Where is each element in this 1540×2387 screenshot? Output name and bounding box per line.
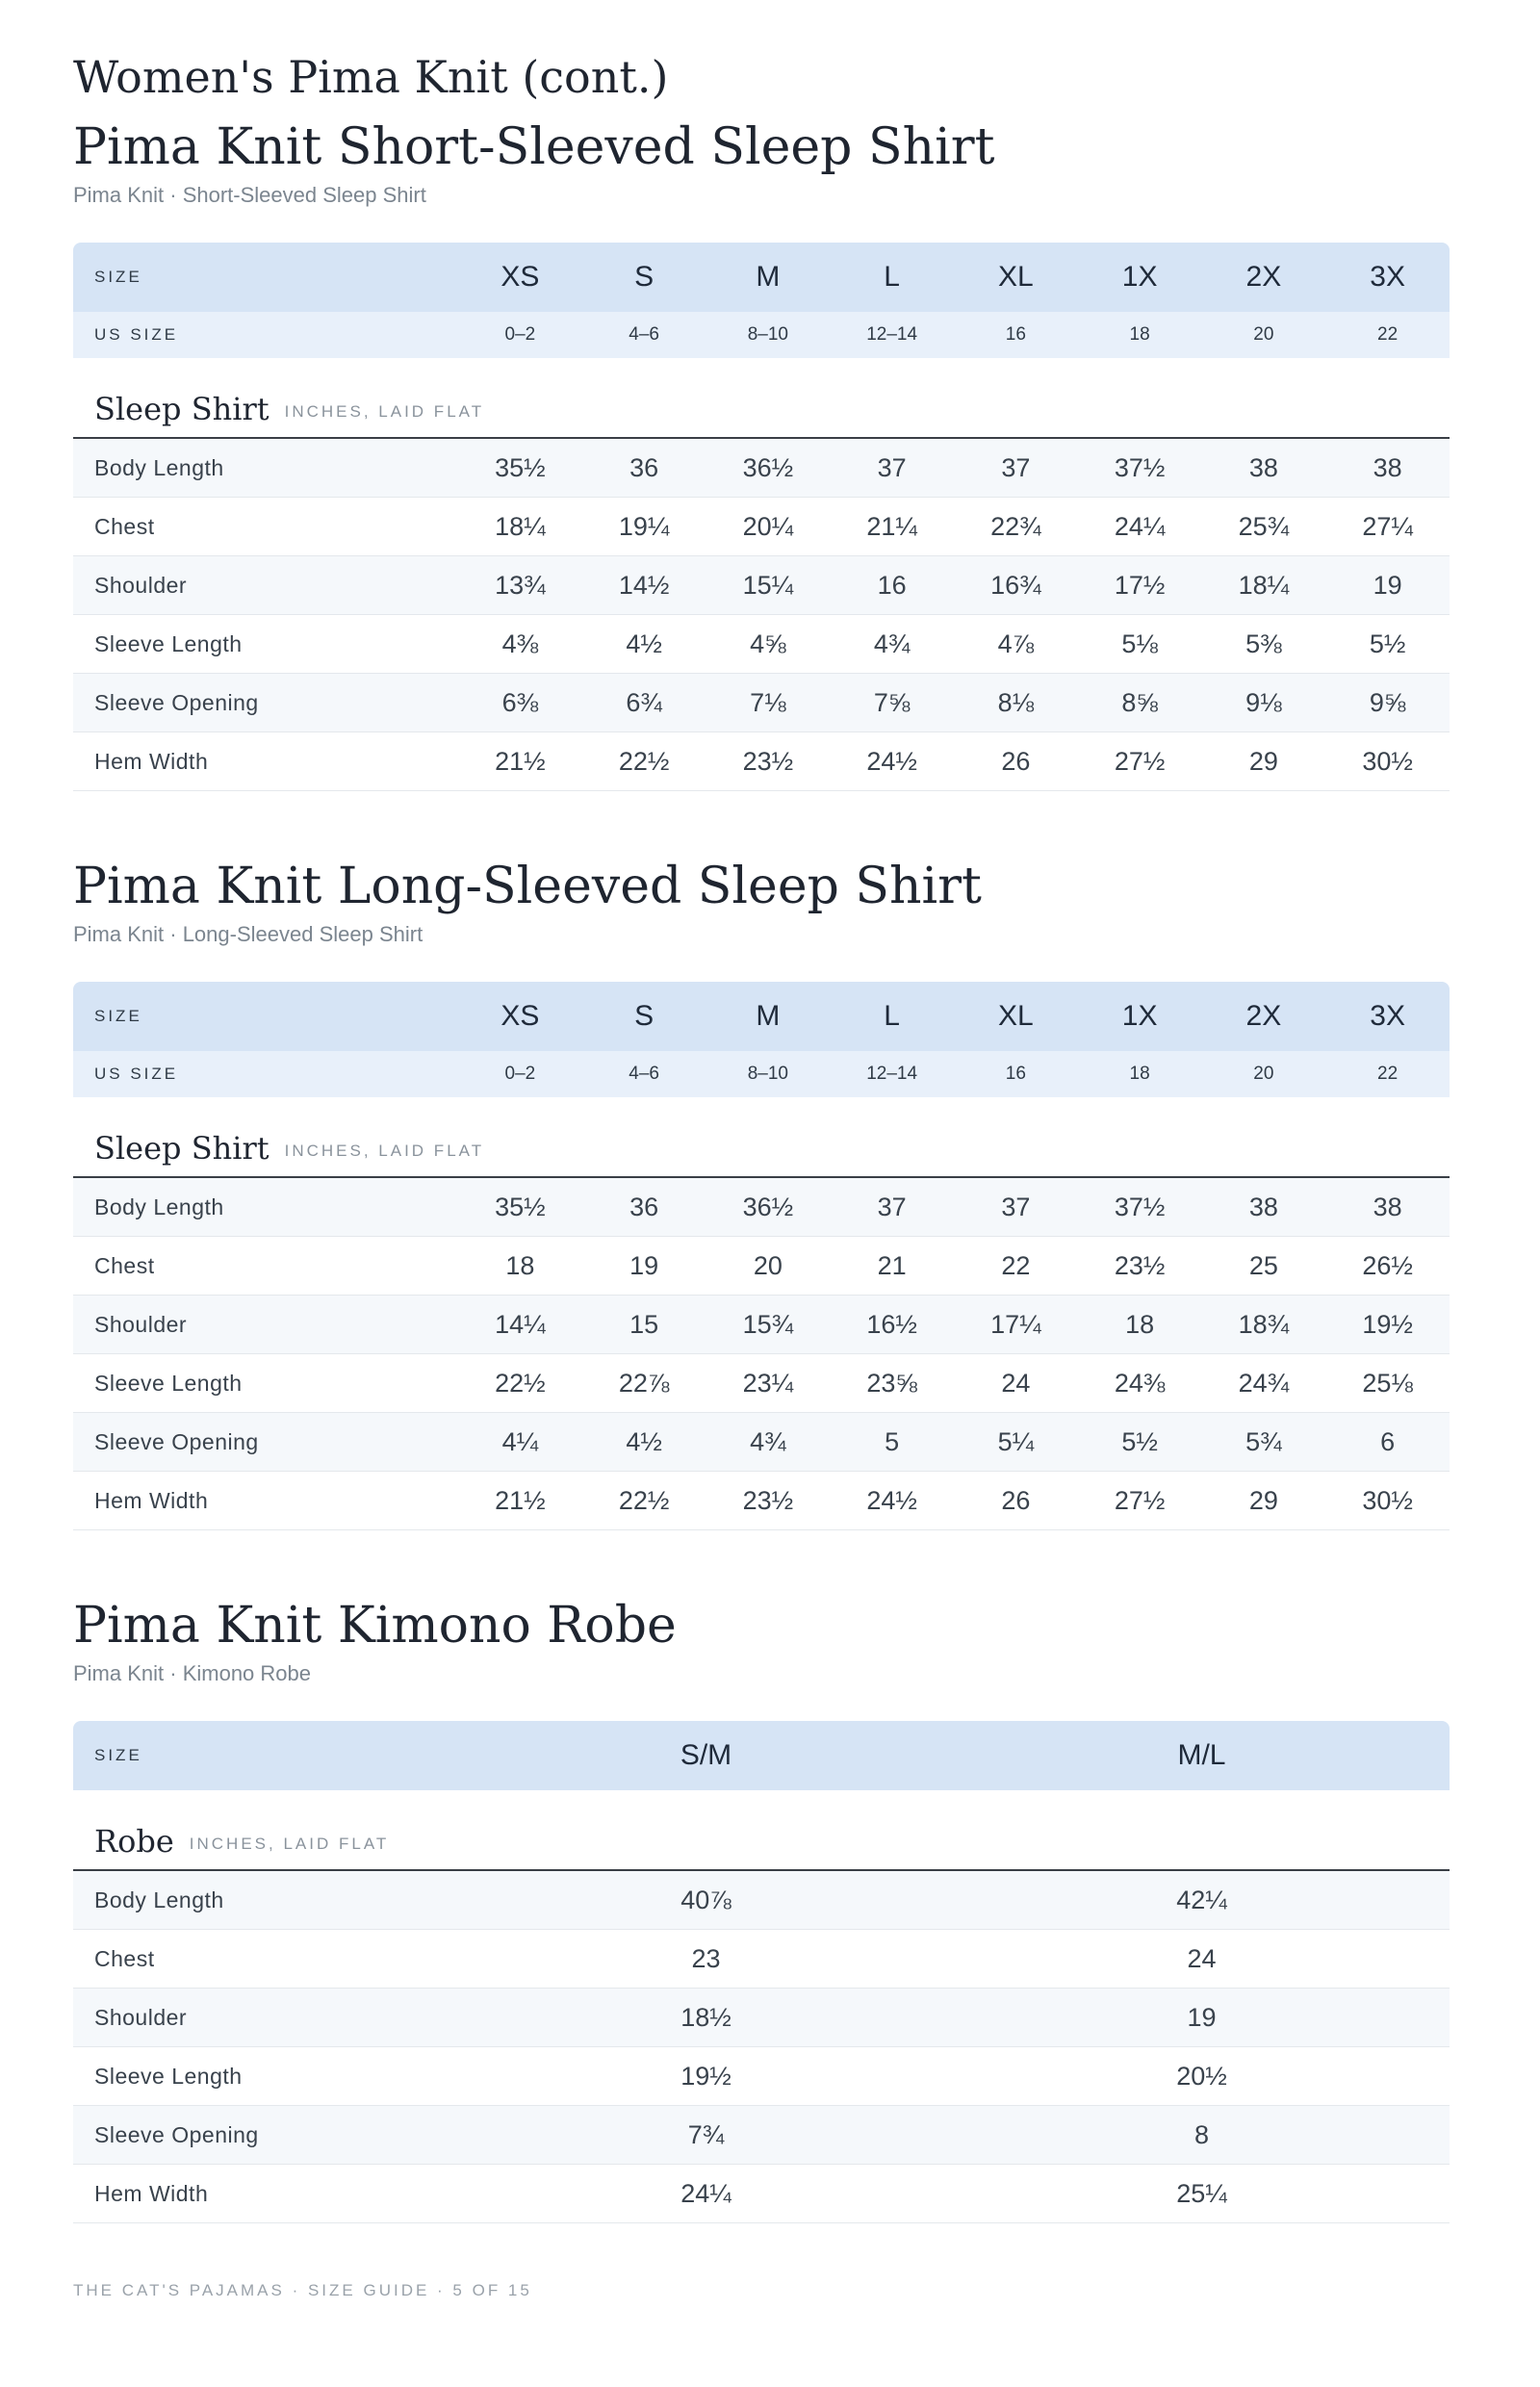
measurement-values — [458, 2062, 1450, 2092]
measurement-rows — [73, 1178, 1450, 1530]
us-size-cell: 4–6 — [629, 1064, 659, 1084]
measurement-value: 7⅛ — [750, 687, 786, 717]
section-subtitle: Pima Knit · Kimono Robe — [73, 1661, 311, 1685]
group-unit: INCHES, LAID FLAT — [284, 402, 485, 421]
section-subtitle: Pima Knit · Short-Sleeved Sleep Shirt — [73, 183, 426, 207]
measurement-values — [458, 2179, 1450, 2209]
size-m-l: M/L — [1177, 1739, 1226, 1771]
section-subtitle: Pima Knit · Long-Sleeved Sleep Shirt — [73, 922, 424, 946]
size-header-row — [73, 243, 1450, 312]
measurement-value: 5½ — [1369, 629, 1406, 658]
measurement-value: 23¼ — [742, 1368, 794, 1398]
measurement-value: 19½ — [1362, 1309, 1413, 1339]
measurement-row — [73, 1472, 1450, 1530]
measurement-values — [458, 1369, 1450, 1399]
measurement-value: 26 — [1001, 1485, 1031, 1515]
measurement-value: 6⅜ — [501, 687, 539, 717]
measurement-value: 42¼ — [1176, 1885, 1227, 1914]
measurement-label: Sleeve Opening — [94, 1428, 259, 1454]
us-size-columns — [458, 324, 1450, 346]
measurement-value: 9⅛ — [1245, 687, 1282, 717]
size-guide-page — [73, 46, 1450, 2223]
size-2x: 2X — [1245, 1000, 1282, 1032]
measurement-value: 5 — [885, 1426, 900, 1456]
size-s-m: S/M — [680, 1739, 732, 1771]
measurement-value: 23 — [691, 1943, 721, 1973]
measurement-group-header — [73, 1097, 1450, 1178]
size-label: SIZE — [94, 268, 142, 286]
size-2x: 2X — [1245, 261, 1282, 293]
measurement-value: 5¾ — [1245, 1426, 1282, 1456]
measurement-value: 24¼ — [680, 2178, 732, 2208]
measurement-row — [73, 2106, 1450, 2165]
measurement-values — [458, 1251, 1450, 1281]
measurement-value: 5⅛ — [1121, 629, 1158, 658]
measurement-value: 21 — [877, 1250, 907, 1280]
measurement-value: 5¼ — [997, 1426, 1035, 1456]
measurement-value: 14¼ — [495, 1309, 546, 1339]
measurement-row — [73, 1354, 1450, 1413]
measurement-row — [73, 556, 1450, 615]
size-m: M — [756, 261, 781, 293]
measurement-values — [458, 1310, 1450, 1340]
measurement-value: 24¼ — [1114, 511, 1166, 541]
measurement-value: 14½ — [618, 570, 670, 600]
measurement-value: 38 — [1373, 1192, 1402, 1221]
measurement-value: 25 — [1248, 1250, 1278, 1280]
measurement-value: 37½ — [1114, 452, 1166, 482]
measurement-label: Shoulder — [94, 1311, 188, 1337]
us-size-cell: 8–10 — [747, 324, 789, 345]
group-name: Sleep Shirt — [94, 1130, 270, 1167]
measurement-values — [458, 1486, 1450, 1516]
size-columns — [458, 1739, 1450, 1772]
size-s: S — [634, 1000, 654, 1032]
us-size-row — [73, 1051, 1450, 1097]
measurement-value: 19 — [629, 1250, 659, 1280]
measurement-value: 22¾ — [990, 511, 1041, 541]
measurement-row — [73, 439, 1450, 498]
measurement-label: Chest — [94, 1945, 155, 1971]
measurement-values — [458, 629, 1450, 659]
measurement-group-header — [73, 358, 1450, 439]
us-size-cell: 4–6 — [629, 324, 659, 345]
measurement-value: 26 — [1001, 746, 1031, 776]
section-short-sleeved-sleep-shirt — [73, 114, 1450, 791]
measurement-value: 15 — [629, 1309, 659, 1339]
size-columns — [458, 1000, 1450, 1033]
measurement-row — [73, 1930, 1450, 1989]
measurement-row — [73, 1237, 1450, 1296]
measurement-value: 16 — [877, 570, 907, 600]
measurement-value: 27¼ — [1362, 511, 1413, 541]
measurement-value: 13¾ — [495, 570, 546, 600]
size-header-row — [73, 982, 1450, 1051]
measurement-value: 35½ — [495, 452, 546, 482]
us-size-cell: 18 — [1129, 1064, 1150, 1084]
measurement-row — [73, 674, 1450, 732]
us-size-cell: 12–14 — [866, 1064, 918, 1084]
measurement-label: Chest — [94, 1252, 155, 1278]
measurement-values — [458, 1427, 1450, 1457]
measurement-value: 16¾ — [990, 570, 1041, 600]
measurement-value: 20¼ — [742, 511, 794, 541]
us-size-cell: 0–2 — [504, 324, 536, 345]
measurement-value: 37½ — [1114, 1192, 1166, 1221]
measurement-value: 37 — [1001, 452, 1031, 482]
measurement-value: 4½ — [626, 1426, 662, 1456]
measurement-rows — [73, 1871, 1450, 2223]
measurement-values — [458, 2003, 1450, 2033]
us-size-cell: 18 — [1129, 324, 1150, 345]
measurement-label: Hem Width — [94, 748, 209, 774]
measurement-label: Sleeve Length — [94, 2063, 243, 2089]
measurement-value: 17¼ — [990, 1309, 1041, 1339]
measurement-value: 21¼ — [866, 511, 917, 541]
measurement-label: Body Length — [94, 1194, 224, 1219]
measurement-value: 36 — [629, 452, 659, 482]
measurement-value: 17½ — [1114, 570, 1166, 600]
measurement-value: 18 — [1125, 1309, 1155, 1339]
section-long-sleeved-sleep-shirt — [73, 853, 1450, 1530]
measurement-value: 6 — [1380, 1426, 1396, 1456]
measurement-value: 6¾ — [626, 687, 662, 717]
measurement-value: 36½ — [742, 1192, 794, 1221]
size-3x: 3X — [1370, 1000, 1405, 1032]
size-l: L — [884, 1000, 900, 1032]
measurement-label: Body Length — [94, 454, 224, 480]
measurement-label: Sleeve Opening — [94, 689, 259, 715]
size-columns — [458, 261, 1450, 294]
measurement-value: 7¾ — [687, 2119, 725, 2149]
measurement-rows — [73, 439, 1450, 791]
us-size-label: US SIZE — [94, 325, 179, 344]
measurement-value: 29 — [1248, 746, 1278, 776]
measurement-value: 27½ — [1114, 746, 1166, 776]
measurement-row — [73, 498, 1450, 556]
measurement-value: 23⅝ — [866, 1368, 917, 1398]
size-l: L — [884, 261, 900, 293]
measurement-value: 5½ — [1121, 1426, 1158, 1456]
measurement-value: 4½ — [626, 629, 662, 658]
size-xl: XL — [998, 1000, 1034, 1032]
measurement-value: 26½ — [1362, 1250, 1413, 1280]
measurement-value: 38 — [1248, 1192, 1278, 1221]
measurement-value: 35½ — [495, 1192, 546, 1221]
measurement-value: 22½ — [618, 746, 670, 776]
measurement-value: 16½ — [866, 1309, 917, 1339]
measurement-value: 19½ — [680, 2061, 732, 2091]
measurement-values — [458, 1193, 1450, 1222]
measurement-values — [458, 453, 1450, 483]
section-title: Pima Knit Kimono Robe — [73, 1597, 677, 1655]
size-xl: XL — [998, 261, 1034, 293]
measurement-value: 24 — [1187, 1943, 1217, 1973]
measurement-value: 18¼ — [495, 511, 546, 541]
measurement-value: 23½ — [742, 1485, 794, 1515]
us-size-cell: 22 — [1377, 324, 1399, 345]
us-size-label: US SIZE — [94, 1065, 179, 1083]
measurement-value: 18½ — [680, 2002, 732, 2032]
measurement-value: 4¾ — [750, 1426, 786, 1456]
measurement-value: 4¼ — [501, 1426, 539, 1456]
us-size-cell: 16 — [1005, 1064, 1026, 1084]
measurement-label: Body Length — [94, 1886, 224, 1912]
size-xs: XS — [500, 261, 540, 293]
group-unit: INCHES, LAID FLAT — [189, 1835, 390, 1853]
measurement-values — [458, 2120, 1450, 2150]
measurement-value: 15¼ — [742, 570, 794, 600]
us-size-cell: 20 — [1253, 324, 1274, 345]
measurement-value: 29 — [1248, 1485, 1278, 1515]
page-footer: THE CAT'S PAJAMAS · SIZE GUIDE · 5 OF 15 — [73, 2281, 532, 2299]
measurement-value: 4⅜ — [501, 629, 539, 658]
group-name: Robe — [94, 1823, 174, 1860]
measurement-value: 18 — [505, 1250, 535, 1280]
measurement-value: 8⅛ — [997, 687, 1035, 717]
measurement-row — [73, 2165, 1450, 2223]
size-label: SIZE — [94, 1746, 142, 1764]
measurement-value: 30½ — [1362, 1485, 1413, 1515]
measurement-values — [458, 688, 1450, 718]
measurement-label: Sleeve Opening — [94, 2121, 259, 2147]
measurement-value: 24⅜ — [1114, 1368, 1166, 1398]
us-size-row — [73, 312, 1450, 358]
measurement-value: 8 — [1194, 2119, 1210, 2149]
measurement-value: 37 — [877, 1192, 907, 1221]
measurement-value: 4¾ — [873, 629, 911, 658]
size-xs: XS — [500, 1000, 540, 1032]
size-1x: 1X — [1121, 1000, 1158, 1032]
measurement-value: 24 — [1001, 1368, 1031, 1398]
measurement-value: 7⅝ — [873, 687, 911, 717]
measurement-values — [458, 1944, 1450, 1974]
measurement-value: 23½ — [1114, 1250, 1166, 1280]
section-title: Pima Knit Short-Sleeved Sleep Shirt — [73, 118, 995, 176]
measurement-value: 8⅝ — [1121, 687, 1158, 717]
measurement-label: Sleeve Length — [94, 630, 243, 656]
measurement-value: 25¾ — [1238, 511, 1290, 541]
measurement-row — [73, 1989, 1450, 2047]
measurement-value: 21½ — [495, 746, 546, 776]
measurement-value: 24¾ — [1238, 1368, 1290, 1398]
size-1x: 1X — [1121, 261, 1158, 293]
measurement-group-header — [73, 1790, 1450, 1871]
measurement-value: 36 — [629, 1192, 659, 1221]
us-size-columns — [458, 1064, 1450, 1085]
measurement-row — [73, 1413, 1450, 1472]
measurement-value: 27½ — [1114, 1485, 1166, 1515]
measurement-values — [458, 1886, 1450, 1915]
measurement-value: 22⅞ — [618, 1368, 670, 1398]
measurement-value: 4⅞ — [997, 629, 1035, 658]
measurement-value: 19 — [1187, 2002, 1217, 2032]
measurement-value: 19¼ — [618, 511, 670, 541]
measurement-row — [73, 615, 1450, 674]
measurement-label: Hem Width — [94, 2180, 209, 2206]
measurement-values — [458, 512, 1450, 542]
measurement-label: Shoulder — [94, 572, 188, 598]
measurement-value: 18¼ — [1238, 570, 1290, 600]
measurement-value: 24½ — [866, 1485, 917, 1515]
us-size-cell: 8–10 — [747, 1064, 789, 1084]
measurement-value: 4⅝ — [750, 629, 786, 658]
measurement-row — [73, 1296, 1450, 1354]
measurement-row — [73, 1871, 1450, 1930]
measurement-value: 20 — [753, 1250, 783, 1280]
measurement-value: 38 — [1248, 452, 1278, 482]
measurement-value: 18¾ — [1238, 1309, 1290, 1339]
us-size-cell: 12–14 — [866, 324, 918, 345]
measurement-value: 22½ — [618, 1485, 670, 1515]
us-size-cell: 16 — [1005, 324, 1026, 345]
measurement-row — [73, 1178, 1450, 1237]
measurement-row — [73, 2047, 1450, 2106]
size-3x: 3X — [1370, 261, 1405, 293]
measurement-value: 24½ — [866, 746, 917, 776]
measurement-label: Sleeve Length — [94, 1370, 243, 1396]
measurement-value: 37 — [1001, 1192, 1031, 1221]
section-kimono-robe — [73, 1592, 1450, 2223]
section-title: Pima Knit Long-Sleeved Sleep Shirt — [73, 858, 982, 915]
group-unit: INCHES, LAID FLAT — [284, 1142, 485, 1160]
measurement-label: Hem Width — [94, 1487, 209, 1513]
measurement-value: 22½ — [495, 1368, 546, 1398]
measurement-value: 36½ — [742, 452, 794, 482]
measurement-values — [458, 747, 1450, 777]
measurement-value: 5⅜ — [1245, 629, 1282, 658]
us-size-cell: 0–2 — [504, 1064, 536, 1084]
size-s: S — [634, 261, 654, 293]
size-m: M — [756, 1000, 781, 1032]
measurement-label: Shoulder — [94, 2004, 188, 2030]
measurement-value: 25⅛ — [1362, 1368, 1413, 1398]
measurement-label: Chest — [94, 513, 155, 539]
measurement-value: 25¼ — [1176, 2178, 1227, 2208]
measurement-row — [73, 732, 1450, 791]
page-title: Women's Pima Knit (cont.) — [73, 51, 669, 103]
measurement-value: 15¾ — [742, 1309, 794, 1339]
measurement-value: 30½ — [1362, 746, 1413, 776]
measurement-value: 40⅞ — [680, 1885, 732, 1914]
measurement-value: 9⅝ — [1369, 687, 1406, 717]
measurement-value: 38 — [1373, 452, 1402, 482]
measurement-value: 20½ — [1176, 2061, 1227, 2091]
size-label: SIZE — [94, 1007, 142, 1025]
size-header-row — [73, 1721, 1450, 1790]
measurement-value: 19 — [1373, 570, 1402, 600]
us-size-cell: 20 — [1253, 1064, 1274, 1084]
measurement-values — [458, 571, 1450, 601]
measurement-value: 21½ — [495, 1485, 546, 1515]
measurement-value: 22 — [1001, 1250, 1031, 1280]
measurement-value: 37 — [877, 452, 907, 482]
group-name: Sleep Shirt — [94, 391, 270, 427]
measurement-value: 23½ — [742, 746, 794, 776]
us-size-cell: 22 — [1377, 1064, 1399, 1084]
